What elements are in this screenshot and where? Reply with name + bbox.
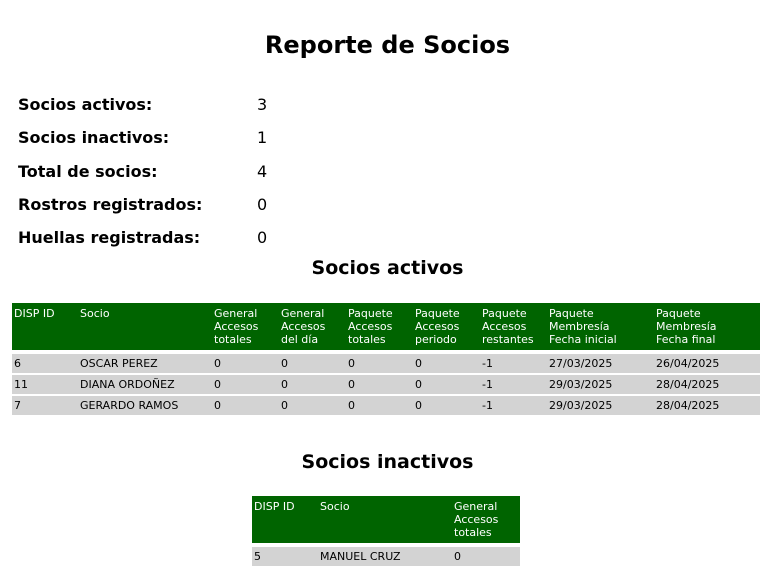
table-cell: 7	[12, 394, 78, 415]
table-cell: 29/03/2025	[547, 373, 654, 394]
stat-value: 1	[257, 128, 268, 148]
table-row	[252, 545, 520, 566]
active-members-table	[12, 303, 760, 415]
report-title: Reporte de Socios	[264, 31, 511, 59]
inactive-members-table	[252, 496, 520, 566]
table-row	[12, 394, 760, 415]
stat-inactive	[18, 121, 267, 154]
column-header: Socio	[318, 496, 452, 545]
column-header: Paquete Accesos totales	[346, 303, 413, 352]
table-cell: 0	[452, 545, 520, 566]
table-cell: -1	[480, 373, 547, 394]
table-cell: 6	[12, 352, 78, 373]
table-cell: 0	[279, 394, 346, 415]
table-cell: 0	[413, 352, 480, 373]
column-header: Paquete Membresía Fecha inicial	[547, 303, 654, 352]
table-row	[12, 352, 760, 373]
table-cell: -1	[480, 394, 547, 415]
table-row	[12, 373, 760, 394]
table-cell: GERARDO RAMOS	[78, 394, 212, 415]
table-cell: 11	[12, 373, 78, 394]
stat-faces	[18, 188, 267, 221]
table-cell: 0	[212, 373, 279, 394]
table-cell: 0	[346, 373, 413, 394]
table-cell: MANUEL CRUZ	[318, 545, 452, 566]
table-cell: 0	[413, 394, 480, 415]
table-cell: 29/03/2025	[547, 394, 654, 415]
table-cell: 0	[212, 352, 279, 373]
column-header: DISP ID	[252, 496, 318, 545]
table-header-row	[252, 496, 520, 545]
column-header: General Accesos del día	[279, 303, 346, 352]
stat-label: Socios activos:	[18, 95, 153, 115]
table-cell: 28/04/2025	[654, 394, 760, 415]
stat-value: 4	[257, 161, 268, 181]
stat-label: Rostros registrados:	[18, 195, 203, 215]
table-cell: DIANA ORDOÑEZ	[78, 373, 212, 394]
stat-value: 3	[257, 95, 268, 115]
table-cell: -1	[480, 352, 547, 373]
inactive-section-title: Socios inactivos	[301, 451, 474, 473]
stat-label: Huellas registradas:	[18, 228, 201, 248]
stat-active	[18, 88, 267, 121]
table-cell: 5	[252, 545, 318, 566]
table-cell: 27/03/2025	[547, 352, 654, 373]
stat-value: 0	[257, 195, 268, 215]
stat-total	[18, 155, 267, 188]
table-cell: OSCAR PEREZ	[78, 352, 212, 373]
stat-value: 0	[257, 228, 268, 248]
column-header: DISP ID	[12, 303, 78, 352]
active-section-title: Socios activos	[311, 257, 464, 279]
column-header: Paquete Accesos periodo	[413, 303, 480, 352]
table-cell: 0	[346, 352, 413, 373]
column-header: General Accesos totales	[212, 303, 279, 352]
table-cell: 26/04/2025	[654, 352, 760, 373]
table-cell: 0	[279, 373, 346, 394]
stats-summary	[18, 88, 267, 254]
column-header: Paquete Membresía Fecha final	[654, 303, 760, 352]
table-cell: 0	[413, 373, 480, 394]
table-cell: 0	[279, 352, 346, 373]
table-cell: 0	[346, 394, 413, 415]
column-header: General Accesos totales	[452, 496, 520, 545]
table-header-row	[12, 303, 760, 352]
stat-label: Socios inactivos:	[18, 128, 170, 148]
stat-fingerprints	[18, 221, 267, 254]
table-cell: 28/04/2025	[654, 373, 760, 394]
column-header: Paquete Accesos restantes	[480, 303, 547, 352]
stat-label: Total de socios:	[18, 161, 158, 181]
column-header: Socio	[78, 303, 212, 352]
table-cell: 0	[212, 394, 279, 415]
